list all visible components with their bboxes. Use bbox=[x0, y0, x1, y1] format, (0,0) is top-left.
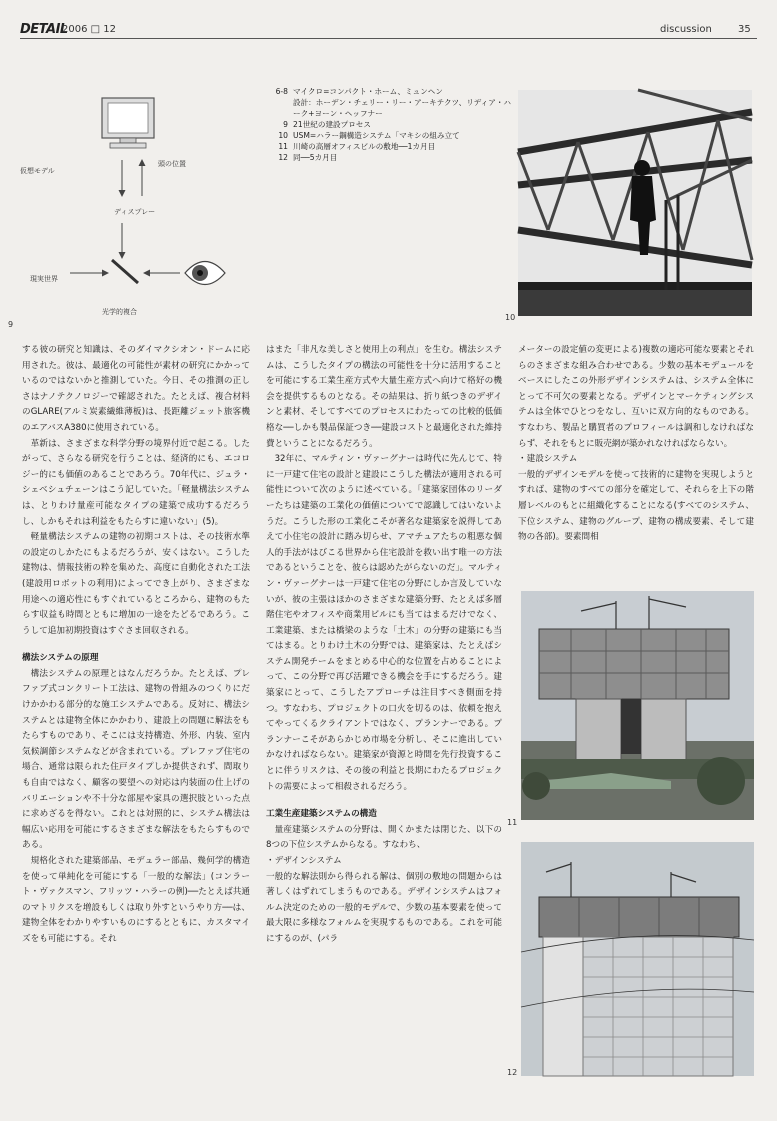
caption-text: 21世紀の建設プロセス bbox=[293, 120, 372, 129]
caption-text: 同──5カ月目 bbox=[293, 153, 338, 162]
label-virtual-model: 仮想モデル bbox=[20, 167, 55, 175]
text-column-3 bbox=[518, 343, 754, 546]
label-display: ディスプレー bbox=[114, 208, 156, 216]
caption-row bbox=[262, 130, 512, 141]
construction-process-diagram bbox=[8, 78, 260, 329]
caption-row bbox=[262, 97, 512, 119]
caption-num bbox=[262, 97, 293, 119]
fig-number-10: 10 bbox=[505, 313, 516, 322]
fig-number-12: 12 bbox=[507, 1068, 518, 1077]
section-heading: 工業生産建築システムの構造 bbox=[266, 809, 377, 820]
caption-text: USM=ハラー鋼構造システム「マキシの組み立て bbox=[293, 131, 460, 140]
caption-text: マイクロ=コンパクト・ホーム、ミュンヘン bbox=[293, 87, 443, 96]
fig-number-9: 9 bbox=[8, 320, 14, 329]
caption-num: 9 bbox=[283, 120, 288, 129]
paragraph: 軽量構法システムの建物の初期コストは、その技術水準の設定のしかたにもよるだろうが、安くはない。こうした建物は、情報技術の粋を集めた、高度に自動化された工法(建設用ロボットの利用)によってでき上がり、さまざまな用途への適応性にもすぐれているところから、建物のもたらす収益も時間とともに増加の一途をたどるであろう。こうして追加初期投資はすぐさま回収される。 bbox=[22, 532, 250, 636]
monitor-icon bbox=[102, 98, 154, 148]
photo-site-month-1 bbox=[521, 591, 754, 820]
magazine-logo: DETAIL bbox=[20, 22, 68, 37]
fig-number-11: 11 bbox=[507, 818, 518, 827]
photo-site-month-5 bbox=[521, 842, 754, 1076]
caption-row bbox=[262, 141, 512, 152]
paragraph: 革新は、さまざまな科学分野の境界付近で起こる。したがって、さらなる研究を行うことは、経済的にも、エコロジー的にも価値のあることであろう。70年代に、ジュラ・シェベシュチェーンはこう記していた。「軽量構法システムは、とりわけ量産可能なタイプの建築で成功するだろうし、しかもそれは利益をもたらすに違いない」(5)。 bbox=[22, 438, 250, 527]
paragraph: メーターの設定値の変更による)複数の適応可能な要素とそれらのさまざまな組み合わせである。少数の基本モデュールをベースにしたこの外形デザインシステムは、システム全体にとって不可欠の要素となる。デザインとマーケティングシステムは全体でひとつをなし、互いに双方向的なものである。すなわち、製品と購買者のプロフィールは調和しなければならず、それをもとに販売網が築かれなければならない。 bbox=[518, 345, 754, 449]
header-rule bbox=[20, 38, 757, 39]
section-heading: 構法システムの原理 bbox=[22, 653, 99, 664]
paragraph: 構法システムの原理とはなんだろうか。たとえば、プレファブ式コンクリート工法は、建物の骨組みのつくりにだけかかわる部分的な施工システムである。反対に、構法システムとは建物全体にかかわり、建設上の問題に解法をもたらすものであり、そこには支持構造、外形、内装、室内気候調節システムなどが含まれている。プレファブ住宅の場合、通常は限られた住戸タイプしか提供されず、間取りも自由ではなく、顧客の要望への対応は内装面の仕上げのバリエーションや不十分な部屋や家具の選択肢といった点に求めざるを得ない。これとは対照的に、システム構法は幅広い応用を可能にするさまざまな解法をもたらすものである。 bbox=[22, 668, 250, 851]
paragraph: する彼の研究と知識は、そのダイマクシオン・ドームに応用された。彼は、最適化の可能性が素材の研究にかかっているのではないかと推測していた。今日、その推測の正しさはナノテクノロジーで確認された。たとえば、複合材料のGLARE(アルミ炭素繊維薄板)は、長距離ジェット旅客機のエアバスA380に使用されている。 bbox=[22, 345, 250, 433]
issue-number: 2006 □ 12 bbox=[62, 24, 116, 35]
caption-row bbox=[262, 119, 512, 130]
caption-num: 10 bbox=[278, 131, 288, 140]
photo-steel-frame-assembly bbox=[518, 90, 752, 316]
page-number: 35 bbox=[738, 24, 751, 35]
list-item: ・建設システム bbox=[518, 454, 578, 465]
paragraph: はまた「非凡な美しさと使用上の利点」を生む。構法システムは、こうしたタイプの構法の可能性を十分に活用することを可能にする工業生産方式や大量生産方式へ向けて格好の機会を提供するものとなる。その結果は、折り紙つきのデザインと素材、そしてすべてのプロセスにわたっての比較的低価格な──しかも製品保証つき──建設コストと最適化された維持費ということになるだろう。 bbox=[266, 345, 502, 449]
caption-text: 川崎の高層オフィスビルの敷地──1カ月目 bbox=[293, 142, 436, 151]
eye-icon bbox=[185, 262, 225, 285]
paragraph: 一般的デザインモデルを使って技術的に建物を実現しようとすれば、建物のすべての部分を確定して、それらを上下の階層レベルのもとに組織化することになる(すべてのシステム、下位システム、建物のグループ、建物の構成要素、そして建物の各部)。要素間相 bbox=[518, 469, 754, 543]
figure-captions bbox=[262, 86, 512, 163]
caption-num: 6-8 bbox=[275, 87, 288, 96]
section-name: discussion bbox=[660, 24, 712, 35]
caption-row bbox=[262, 86, 512, 97]
paragraph: 一般的な解法則から得られる解は、個別の敷地の問題からは著しくはずれてしまうものである。デザインシステムはフォルム決定のための一般的モデルで、少数の基本要素を使って最大限に多様なフォルムを実現するものである。これを可能にするのが、(パラ bbox=[266, 871, 502, 944]
caption-text: 設計：ホーデン・チェリー・リー・アーキテクツ、リディア・ハーク+ヨーン・ヘッフナー bbox=[293, 98, 512, 118]
diagram-svg bbox=[8, 78, 260, 329]
paragraph: 量産建築システムの分野は、開くかまたは閉じた、以下の8つの下位システムからなる。すなわち、 bbox=[266, 824, 502, 851]
text-column-1 bbox=[22, 343, 250, 948]
half-mirror bbox=[112, 260, 138, 283]
label-optical-combination: 光学的複合 bbox=[102, 308, 137, 316]
label-real-world: 現実世界 bbox=[30, 275, 58, 283]
list-item: ・デザインシステム bbox=[266, 856, 342, 866]
text-column-2 bbox=[266, 343, 502, 948]
caption-row bbox=[262, 152, 512, 163]
paragraph: 規格化された建築部品、モデュラー部品、幾何学的構造を使って単純化を可能にする「一般的な解法」(コンラート・ヴァクスマン、フリッツ・ハラーの例)──たとえば共通のマトリクスを増設もしくは取り外すというやり方──は、建物全体をわかりやすいものにするとともに、カスタマイズをも可能にする。それ bbox=[22, 856, 250, 944]
label-head-position: 頭の位置 bbox=[158, 160, 186, 168]
caption-num: 12 bbox=[278, 153, 288, 162]
paragraph: 32年に、マルティン・ヴァーグナーは時代に先んじて、特に一戸建て住宅の設計と建設にこうした構法が適用される可能性について次のように述べている。「建築家団体のリーダーたちは建築の工業化の価値についてで認識してはいないようだ。こうした形の工業化こそが著名な建築家を説得してあえて小住宅の設計に踏み切らせ、アマチュアたちの粗悪な個人的手法がはびこる世界から住宅設計を救い出す唯一の方法であるということを、彼らは認めたがらないのだ」。マルティン・ヴァーグナーは一戸建て住宅の分野にしか言及していないが、彼の主張はほかのさまざまな建築分野、たとえば多層階住宅やオフィスや商業用ビルにも当てはまるだけでなく、工業建築、または橋梁のような「土木」の分野の建築にも当てはまる。とりわけ土木の分野では、建築家は、たとえばシステム開発チームをまとめる中心的な位置を占めることによって、この分野で再び活躍できる機会を手にするだろう。建築家にとって、こうしたアプローチは注目すべき側面を持つ。すなわち、プロジェクトの口火を切るのは、依頼を抱えてやってくるクライアントではなく、プランナーである。プランナーこそがあらかじめ市場を分析し、そこに進出していかなければならない。建築家が資源と時間を先行投資することに伴うリスクは、その後の利益と長期にわたるプロジェクトの需要によって相殺されるだろう。 bbox=[266, 454, 502, 792]
caption-num: 11 bbox=[278, 142, 288, 151]
